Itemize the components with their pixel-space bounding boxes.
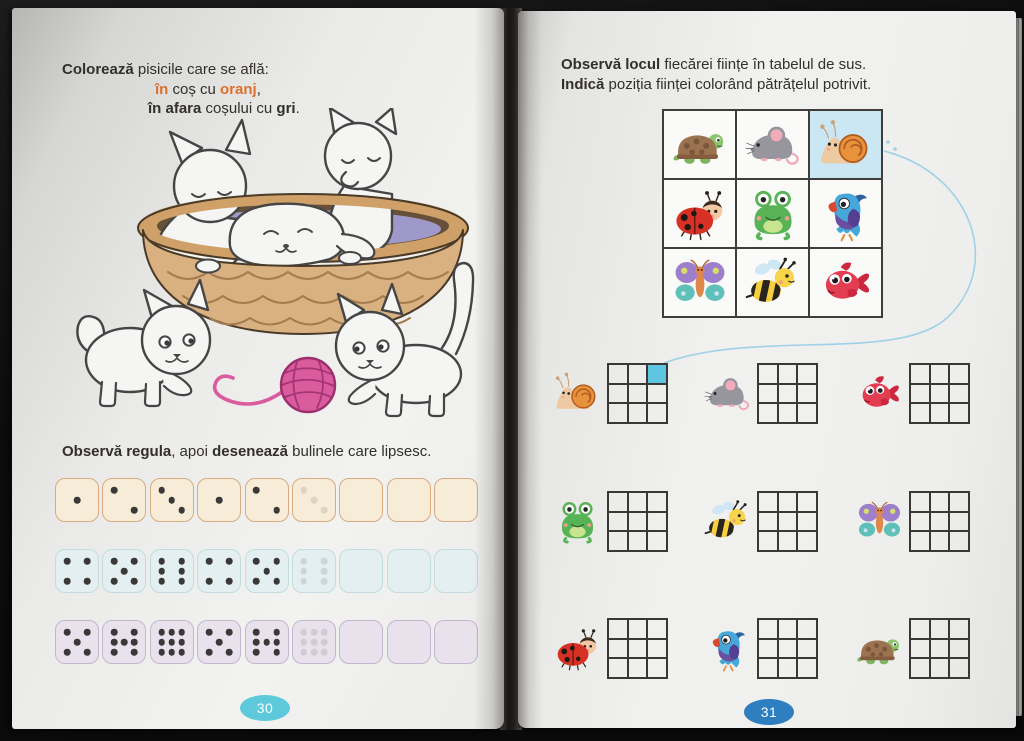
die-9-dots: [150, 620, 194, 664]
answer-cell: [930, 512, 950, 532]
die-dot: [311, 497, 318, 504]
die-dot: [263, 639, 270, 646]
answer-cell: [930, 658, 950, 678]
table-cell-turtle: [663, 110, 736, 179]
answer-cell: [910, 531, 930, 551]
animal-position-table: [662, 109, 883, 318]
answer-cell: [647, 619, 667, 639]
frog-icon: [554, 498, 601, 545]
text-segment: ,: [256, 80, 261, 98]
die-dot: [253, 558, 260, 565]
answer-cell: [910, 619, 930, 639]
answer-cell: [797, 619, 817, 639]
die-dot: [253, 649, 260, 656]
kittens-basket-illustration: [58, 108, 503, 430]
answer-cell: [778, 384, 798, 404]
answer-cell: [930, 639, 950, 659]
exercise-ladybug: [554, 618, 668, 679]
answer-cell: [758, 492, 778, 512]
die-1-dots: [197, 478, 241, 522]
answer-cell: [797, 492, 817, 512]
bee-answer-grid: [757, 491, 818, 552]
die-dot: [206, 629, 213, 636]
snail-answer-grid: [607, 363, 668, 424]
die-dot: [158, 649, 165, 656]
answer-cell: [910, 364, 930, 384]
mouse-answer-grid: [757, 363, 818, 424]
answer-cell: [758, 658, 778, 678]
die-dot: [226, 649, 233, 656]
die-dot: [253, 639, 260, 646]
die-dot: [253, 578, 260, 585]
die-dot: [321, 568, 328, 575]
answer-cell: [608, 492, 628, 512]
answer-cell: [930, 531, 950, 551]
answer-cell: [949, 364, 969, 384]
answer-cell: [797, 403, 817, 423]
die-4-dots: [197, 549, 241, 593]
answer-cell: [910, 512, 930, 532]
answer-cell: [647, 639, 667, 659]
die-empty: [434, 478, 478, 522]
table-cell-mouse: [736, 110, 809, 179]
answer-cell: [949, 512, 969, 532]
die-dot: [179, 568, 186, 575]
die-empty: [292, 478, 336, 522]
answer-cell: [608, 384, 628, 404]
answer-cell: [797, 658, 817, 678]
die-dot: [158, 568, 165, 575]
answer-cell: [930, 384, 950, 404]
die-dot: [158, 487, 165, 494]
answer-cell: [628, 639, 648, 659]
text-segment: pisicile care se află:: [133, 61, 269, 78]
instruction-line: [561, 75, 871, 95]
die-dot: [111, 578, 118, 585]
answer-cell: [949, 639, 969, 659]
text-segment: Indică: [561, 75, 605, 93]
die-dot: [131, 578, 138, 585]
table-cell-frog: [736, 179, 809, 248]
die-dot: [321, 578, 328, 585]
answer-cell: [778, 512, 798, 532]
answer-cell: [758, 403, 778, 423]
dice-row-beige: [55, 478, 478, 522]
die-dot: [311, 629, 318, 636]
answer-cell: [608, 364, 628, 384]
answer-cell: [778, 639, 798, 659]
answer-cell: [910, 492, 930, 512]
die-empty: [292, 549, 336, 593]
die-dot: [64, 649, 71, 656]
exercise-bee: [704, 491, 818, 552]
answer-cell: [949, 403, 969, 423]
answer-cell: [628, 384, 648, 404]
die-dot: [64, 558, 71, 565]
text-segment: oranj: [220, 80, 257, 98]
right-instructions: [561, 55, 871, 94]
die-3-dots: [150, 478, 194, 522]
exercise-parrot: [704, 618, 818, 679]
die-dot: [301, 578, 308, 585]
exercise-mouse: [704, 363, 818, 424]
die-dot: [84, 558, 91, 565]
exercise-frog: [554, 491, 668, 552]
die-dot: [179, 558, 186, 565]
answer-cell: [930, 492, 950, 512]
die-dot: [64, 578, 71, 585]
die-5-dots: [55, 620, 99, 664]
die-6-dots: [150, 549, 194, 593]
die-dot: [64, 629, 71, 636]
die-7-dots: [245, 620, 289, 664]
answer-cell: [778, 403, 798, 423]
ladybug-icon: [672, 186, 728, 242]
die-dot: [179, 507, 186, 514]
answer-cell: [778, 531, 798, 551]
die-dot: [226, 629, 233, 636]
die-dot: [158, 629, 165, 636]
answer-cell: [647, 512, 667, 532]
answer-cell: [797, 364, 817, 384]
answer-cell: [608, 658, 628, 678]
text-segment: Observă regula: [62, 443, 172, 460]
answer-cell: [647, 531, 667, 551]
page-number-right: 31: [744, 699, 794, 725]
die-empty: [339, 549, 383, 593]
answer-cell: [647, 658, 667, 678]
die-dot: [273, 639, 280, 646]
text-segment: Observă locul: [561, 56, 661, 73]
fish-icon: [818, 255, 874, 311]
die-dot: [111, 487, 118, 494]
snail-icon: [554, 370, 601, 417]
die-dot: [168, 639, 175, 646]
turtle-icon: [856, 625, 903, 672]
exercise-turtle: [856, 618, 970, 679]
turtle-answer-grid: [909, 618, 970, 679]
answer-cell: [758, 364, 778, 384]
dice-instruction: [62, 442, 431, 462]
die-1-dots: [55, 478, 99, 522]
snail-icon: [818, 117, 874, 173]
bee-icon: [704, 498, 751, 545]
die-dot: [179, 578, 186, 585]
fish-answer-grid: [909, 363, 970, 424]
answer-cell: [608, 403, 628, 423]
answer-cell: [628, 364, 648, 384]
die-dot: [179, 649, 186, 656]
die-dot: [111, 639, 118, 646]
parrot-icon: [818, 186, 874, 242]
answer-cell: [647, 384, 667, 404]
die-dot: [131, 629, 138, 636]
die-dot: [131, 507, 138, 514]
answer-cell: [608, 619, 628, 639]
answer-cell: [910, 384, 930, 404]
dice-exercise: [55, 478, 478, 691]
bee-icon: [745, 255, 801, 311]
instruction-line: [62, 60, 300, 80]
die-dot: [84, 629, 91, 636]
die-dot: [311, 639, 318, 646]
text-segment: bulinele care lipsesc.: [287, 443, 432, 460]
die-dot: [179, 639, 186, 646]
die-dot: [74, 639, 81, 646]
answer-cell: [647, 403, 667, 423]
die-dot: [111, 558, 118, 565]
answer-cell: [778, 364, 798, 384]
table-cell-ladybug: [663, 179, 736, 248]
die-dot: [168, 497, 175, 504]
die-dot: [111, 629, 118, 636]
die-dot: [168, 629, 175, 636]
text-segment: gri: [276, 100, 296, 117]
die-dot: [253, 487, 260, 494]
answer-cell: [778, 492, 798, 512]
answer-cell: [628, 619, 648, 639]
die-dot: [301, 487, 308, 494]
die-dot: [273, 558, 280, 565]
dice-row-blue: [55, 549, 478, 593]
butterfly-icon: [856, 498, 903, 545]
die-dot: [263, 568, 270, 575]
answer-cell: [797, 639, 817, 659]
answer-cell: [608, 512, 628, 532]
die-dot: [311, 649, 318, 656]
die-dot: [301, 629, 308, 636]
die-dot: [321, 507, 328, 514]
die-dot: [301, 558, 308, 565]
exercise-fish: [856, 363, 970, 424]
answer-cell: [949, 531, 969, 551]
answer-cell: [778, 619, 798, 639]
die-dot: [179, 629, 186, 636]
mouse-icon: [704, 370, 751, 417]
answer-cell: [949, 619, 969, 639]
answer-cell: [910, 403, 930, 423]
die-dot: [321, 639, 328, 646]
answer-cell: [758, 512, 778, 532]
die-5-dots: [197, 620, 241, 664]
answer-cell: [628, 658, 648, 678]
dice-row-purple: [55, 620, 478, 664]
text-segment: fiecărei ființe în tabelul de sus.: [660, 56, 867, 73]
die-dot: [131, 558, 138, 565]
die-dot: [273, 578, 280, 585]
die-dot: [131, 649, 138, 656]
answer-cell: [758, 639, 778, 659]
instruction-line: [62, 80, 300, 100]
answer-cell: [758, 619, 778, 639]
answer-cell: [797, 512, 817, 532]
die-2-dots: [245, 478, 289, 522]
die-dot: [301, 639, 308, 646]
die-dot: [321, 558, 328, 565]
die-dot: [206, 578, 213, 585]
answer-cell: [949, 658, 969, 678]
die-dot: [216, 497, 223, 504]
die-empty: [387, 478, 431, 522]
die-empty: [387, 549, 431, 593]
butterfly-answer-grid: [909, 491, 970, 552]
answer-cell: [778, 658, 798, 678]
page-right: [518, 11, 1016, 728]
answer-cell: [628, 403, 648, 423]
table-cell-parrot: [809, 179, 882, 248]
die-dot: [158, 578, 165, 585]
die-dot: [253, 629, 260, 636]
die-5-dots: [102, 549, 146, 593]
turtle-icon: [672, 117, 728, 173]
die-empty: [292, 620, 336, 664]
answer-cell: [797, 531, 817, 551]
die-dot: [206, 649, 213, 656]
die-dot: [131, 639, 138, 646]
table-cell-butterfly: [663, 248, 736, 317]
table-cell-snail: [809, 110, 882, 179]
fish-icon: [856, 370, 903, 417]
die-empty: [434, 549, 478, 593]
exercise-snail: [554, 363, 668, 424]
answer-cell: [949, 384, 969, 404]
die-dot: [111, 649, 118, 656]
frog-icon: [745, 186, 801, 242]
instruction-line: [561, 55, 871, 75]
die-dot: [74, 497, 81, 504]
die-dot: [301, 649, 308, 656]
butterfly-icon: [672, 255, 728, 311]
die-dot: [84, 578, 91, 585]
text-segment: desenează: [212, 443, 288, 460]
answer-cell: [797, 384, 817, 404]
die-empty: [339, 478, 383, 522]
die-7-dots: [102, 620, 146, 664]
page-left: [12, 8, 504, 729]
die-dot: [321, 629, 328, 636]
page-number-left: 30: [240, 695, 290, 721]
die-dot: [216, 639, 223, 646]
die-dot: [273, 507, 280, 514]
die-dot: [158, 639, 165, 646]
frog-answer-grid: [607, 491, 668, 552]
answer-cell: [910, 639, 930, 659]
answer-cell: [758, 531, 778, 551]
die-dot: [226, 578, 233, 585]
text-segment: , apoi: [171, 443, 213, 460]
exercise-butterfly: [856, 491, 970, 552]
answer-cell: [949, 492, 969, 512]
answer-cell: [647, 492, 667, 512]
text-segment: Colorează: [62, 61, 134, 78]
die-4-dots: [55, 549, 99, 593]
die-dot: [84, 649, 91, 656]
parrot-answer-grid: [757, 618, 818, 679]
die-5-dots: [245, 549, 289, 593]
die-dot: [273, 649, 280, 656]
mouse-icon: [745, 117, 801, 173]
answer-cell: [758, 384, 778, 404]
die-empty: [339, 620, 383, 664]
answer-cell: [910, 658, 930, 678]
answer-cell: [930, 619, 950, 639]
answer-cell: [647, 364, 667, 384]
ladybug-answer-grid: [607, 618, 668, 679]
text-segment: poziția ființei colorând pătrățelul potrivit.: [604, 75, 872, 93]
text-segment: în afara: [148, 100, 202, 117]
text-segment: .: [295, 100, 300, 117]
die-empty: [387, 620, 431, 664]
die-dot: [121, 639, 128, 646]
text-segment: coș cu: [168, 80, 221, 98]
answer-cell: [608, 531, 628, 551]
die-dot: [168, 649, 175, 656]
die-dot: [226, 558, 233, 565]
die-dot: [273, 629, 280, 636]
ladybug-icon: [554, 625, 601, 672]
text-segment: coșului cu: [201, 100, 277, 117]
die-dot: [121, 568, 128, 575]
die-dot: [206, 558, 213, 565]
answer-cell: [628, 531, 648, 551]
die-empty: [434, 620, 478, 664]
table-cell-fish: [809, 248, 882, 317]
answer-cell: [628, 512, 648, 532]
die-2-dots: [102, 478, 146, 522]
parrot-icon: [704, 625, 751, 672]
answer-cell: [628, 492, 648, 512]
die-dot: [158, 558, 165, 565]
die-dot: [321, 649, 328, 656]
answer-cell: [608, 639, 628, 659]
table-cell-bee: [736, 248, 809, 317]
answer-cell: [930, 403, 950, 423]
text-segment: în: [155, 80, 169, 98]
die-dot: [301, 568, 308, 575]
answer-cell: [930, 364, 950, 384]
